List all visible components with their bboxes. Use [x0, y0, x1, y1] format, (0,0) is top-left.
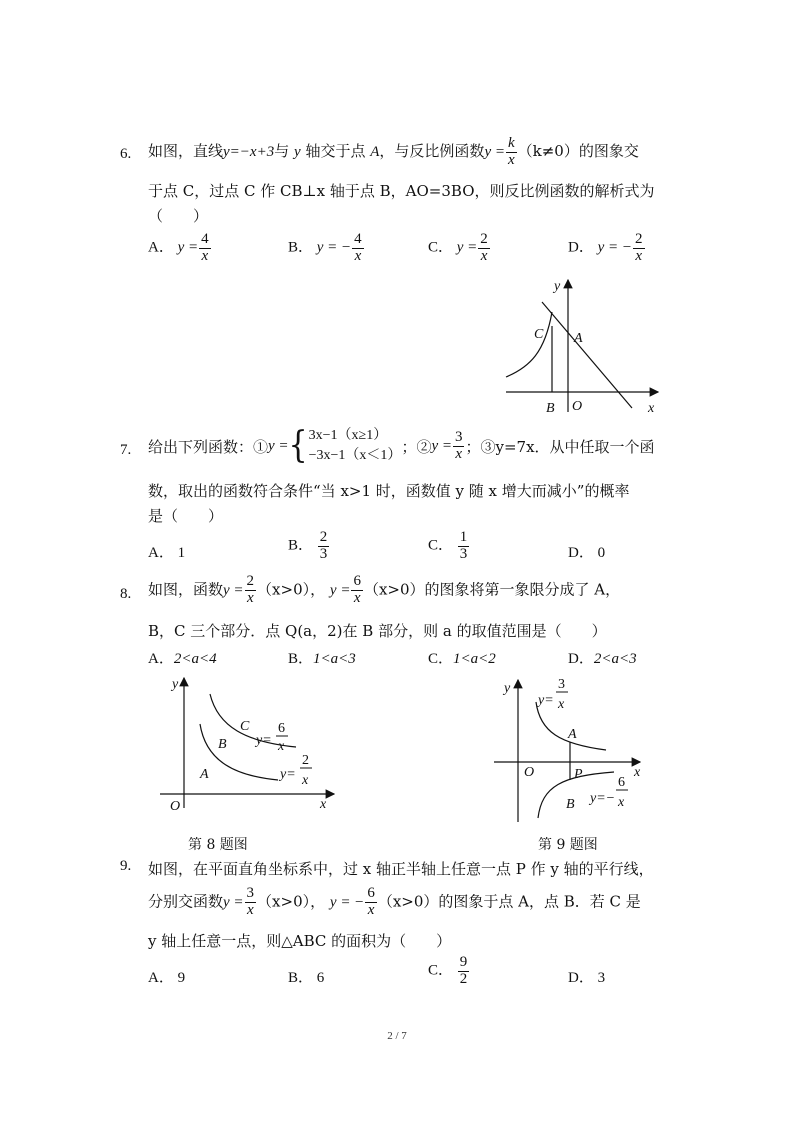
q7-brace: { — [288, 424, 308, 467]
q6-option-a: A． y = $\frac{4}{x}$ — [148, 231, 209, 264]
q8-line2: B，C 三个部分．点 Q(a，2)在 B 部分，则 a 的取值范围是（ ） — [148, 622, 607, 640]
q7-line1: 给出下列函数：①y ={ 3x−1（x≥1） −3x−1（x＜1） ；②y = $\frac{3}{x}$ ；③y=7x．从中任取一个函 — [148, 424, 655, 467]
q6-option-b: B． y = − $\frac{4}{x}$ — [288, 231, 362, 264]
q9-eq-bot-num: 6 — [618, 775, 625, 790]
q8-label-C: C — [240, 719, 250, 734]
q9-label-x: x — [634, 765, 641, 780]
q9-eq-top-num: 3 — [558, 677, 565, 692]
q8-label-B: B — [218, 737, 227, 752]
q8-eq-bot-num: 2 — [302, 753, 309, 768]
q9-label-P: P — [574, 767, 583, 782]
q7-option-a: A． 1 — [148, 545, 186, 561]
q6-line1: 如图，直线y=−x+3与 y 轴交于点 A，与反比例函数y = $\frac{k}{x}$ （k≠0）的图象交 — [148, 134, 639, 168]
q6-label-B: B — [546, 401, 555, 416]
q8-option-b: B．1<a<3 — [288, 651, 356, 667]
q8-eq-bot-den: x — [302, 773, 309, 788]
q6-label-C: C — [534, 327, 544, 342]
q6-label-A: A — [574, 331, 583, 346]
q9-caption: 第 9 题图 — [538, 837, 598, 853]
q7-number: 7. — [120, 442, 132, 458]
q9-figure — [490, 672, 656, 828]
q8-eq-top-num: 6 — [278, 721, 285, 736]
q8-option-c: C．1<a<2 — [428, 651, 496, 667]
q6-line3: （ ） — [148, 207, 209, 225]
q8-eq-bot: y= — [280, 767, 296, 782]
q8-line1: 如图，函数y = $\frac{2}{x}$ （x>0）， y = $\frac{6}{x}$ （x>0）的图象将第一象限分成了 A， — [148, 573, 621, 606]
q9-eq-bot: y=− — [590, 791, 616, 806]
q8-eq-top-den: x — [278, 739, 285, 754]
q9-option-b: B． 6 — [288, 970, 325, 986]
q6-line2: 于点 C，过点 C 作 CB⊥x 轴于点 B，AO=3BO，则反比例函数的解析式为 — [148, 182, 655, 200]
q9-eq-top-den: x — [558, 697, 565, 712]
q6-label-O: O — [572, 399, 583, 414]
q6-hyperbola — [506, 312, 552, 377]
q7-option-d: D． 0 — [568, 545, 606, 561]
q8-option-a: A．2<a<4 — [148, 651, 217, 667]
q8-option-d: D．2<a<3 — [568, 651, 637, 667]
page-number: 2 / 7 — [387, 1030, 407, 1042]
q7-option-b: B． $\frac{2}{3}$ — [288, 529, 328, 562]
q7-option-c: C． $\frac{1}{3}$ — [428, 529, 468, 562]
q6-number: 6. — [120, 146, 132, 162]
q9-eq-top: y= — [538, 693, 554, 708]
q9-option-a: A． 9 — [148, 970, 186, 986]
q8-figure — [156, 672, 346, 818]
q9-eq-bot-den: x — [618, 795, 625, 810]
q8-caption: 第 8 题图 — [188, 837, 248, 853]
q9-option-d: D． 3 — [568, 970, 606, 986]
q9-curve-3x — [536, 702, 606, 750]
q9-line3: y 轴上任意一点，则△ABC 的面积为（ ） — [148, 932, 452, 950]
q6-label-x: x — [648, 401, 655, 416]
q9-line2: 分别交函数y = $\frac{3}{x}$ （x>0）， y = − $\frac{6}{x}$ （x>0）的图象于点 A，点 B．若 C 是 — [148, 885, 641, 918]
q8-label-y: y — [172, 677, 179, 692]
q9-label-y: y — [504, 681, 511, 696]
q9-option-c: C． $\frac{9}{2}$ — [428, 954, 468, 987]
q8-eq-top: y= — [256, 733, 272, 748]
q7-line3: 是（ ） — [148, 507, 224, 525]
q8-number: 8. — [120, 586, 132, 602]
q9-number: 9. — [120, 858, 132, 874]
q6-label-y: y — [554, 279, 561, 294]
q8-label-A: A — [200, 767, 209, 782]
q6-option-c: C． y = $\frac{2}{x}$ — [428, 231, 488, 264]
q6-option-d: D． y = − $\frac{2}{x}$ — [568, 231, 643, 264]
q6-figure — [500, 272, 670, 420]
q8-label-x: x — [320, 797, 327, 812]
q9-line1: 如图，在平面直角坐标系中，过 x 轴正半轴上任意一点 P 作 y 轴的平行线， — [148, 860, 654, 878]
q8-label-O: O — [170, 799, 181, 814]
q7-line2: 数，取出的函数符合条件“当 x>1 时，函数值 y 随 x 增大而减小”的概率 — [148, 482, 630, 500]
q9-label-B: B — [566, 797, 575, 812]
q9-label-A: A — [568, 727, 577, 742]
q9-label-O: O — [524, 765, 535, 780]
